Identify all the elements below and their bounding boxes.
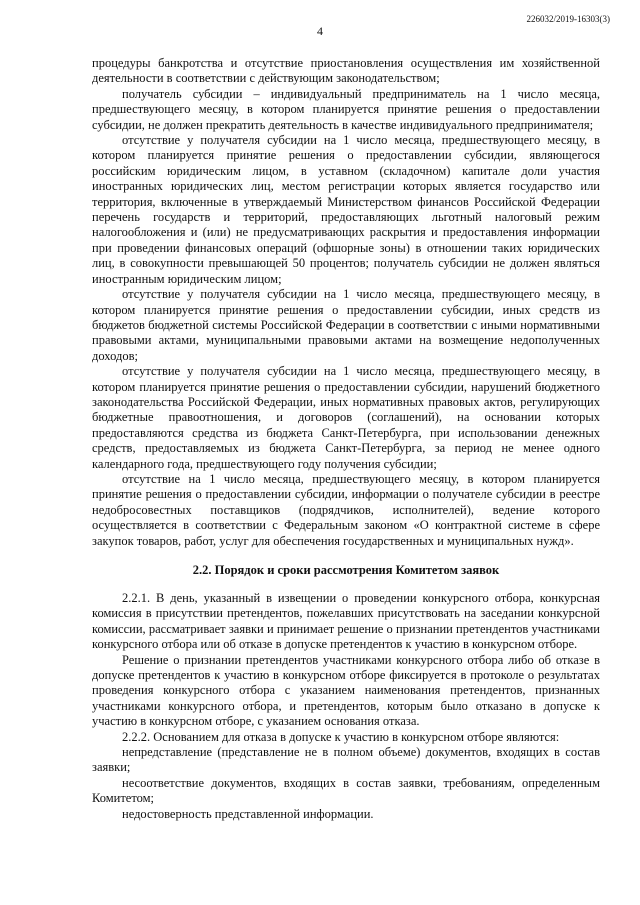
paragraph: 2.2.1. В день, указанный в извещении о проведении конкурсного отбора, конкурсная комиссия в присутствии претендентов, пожелавших присутствовать на заседании конкурсной комиссии, рассматривает заявки и принимает решение о признании претендентов участниками конкурсного отбора или об отказе в допуске претендентов к участию в конкурсном отборе. bbox=[92, 591, 600, 652]
paragraph: отсутствие у получателя субсидии на 1 число месяца, предшествующего месяцу, в котором планируется принятие решения о предоставлении субсидии, нарушений бюджетного законодательства Российской Федерации, иных нормативных правовых актов, регулирующих бюджетные правоотношения, и договоров (соглашений), на основании которых предоставляются средства из бюджета Санкт-Петербурга, при использовании денежных средств, предоставляемых из бюджета Санкт-Петербурга, за период не менее одного календарного года, предшествующего году получения субсидии; bbox=[92, 364, 600, 471]
paragraph: 2.2.2. Основанием для отказа в допуске к участию в конкурсном отборе являются: bbox=[122, 729, 560, 744]
paragraph: отсутствие у получателя субсидии на 1 число месяца, предшествующего месяцу, в котором планируется принятие решения о предоставлении субсидии, являющегося российским юридическим лицом, в уставном (складочном) капитале доли участия иностранных юридических лиц, местом регистрации которых является государство или территория, включенные в утверждаемый Министерством финансов Российской Федерации перечень государств и территорий, предоставляющих льготный налоговый режим налогообложения и (или) не предусматривающих раскрытия и предоставления информации при проведении финансовых операций (офшорные зоны) в отношении таких юридических лиц, в совокупности превышающей 50 процентов; получатель субсидии не должен являться иностранным юридическим лицом; bbox=[92, 133, 600, 286]
paragraph: Решение о признании претендентов участниками конкурсного отбора либо об отказе в допуске претендентов к участию в конкурсном отборе фиксируется в протоколе о результатах проведения конкурсного отбора с указанием наименования претендентов, признанных участниками конкурсного отбора, и претендентов, которым было отказано в допуске к участию в конкурсном отборе, с указанием основания отказа. bbox=[92, 652, 600, 729]
paragraph: процедуры банкротства и отсутствие приостановления осуществления им хозяйственной деятельности в соответствии с действующим законодательством; bbox=[92, 56, 600, 86]
paragraph: отсутствие у получателя субсидии на 1 число месяца, предшествующего месяцу, в котором планируется принятие решения о предоставлении субсидии, иных средств из бюджетов бюджетной системы Российской Федерации в соответствии с иными нормативными правовыми актами, муниципальными правовыми актами на возмещение недополученных доходов; bbox=[92, 287, 600, 363]
paragraph: получатель субсидии – индивидуальный предприниматель на 1 число месяца, предшествующего месяцу, в котором планируется принятие решения о предоставлении субсидии, не должен прекратить деятельность в качестве индивидуального предпринимателя; bbox=[92, 86, 600, 132]
page-number: 4 bbox=[317, 24, 323, 38]
paragraph: недостоверность представленной информации. bbox=[122, 806, 374, 821]
document-id: 226032/2019-16303(3) bbox=[526, 14, 610, 24]
document-body bbox=[92, 56, 600, 822]
section-title: 2.2. Порядок и сроки рассмотрения Комитетом заявок bbox=[192, 563, 500, 577]
paragraph: отсутствие на 1 число месяца, предшествующего месяцу, в котором планируется принятие решения о предоставлении субсидии, информации о получателе субсидии в реестре недобросовестных поставщиков (подрядчиков, исполнителей), ведение которого осуществляется в соответствии с Федеральным законом «О контрактной системе в сфере закупок товаров, работ, услуг для обеспечения государственных и муниципальных нужд». bbox=[92, 471, 600, 548]
paragraph: непредставление (представление не в полном объеме) документов, входящих в состав заявки; bbox=[92, 745, 600, 775]
paragraph: несоответствие документов, входящих в состав заявки, требованиям, определенным Комитетом; bbox=[92, 775, 600, 806]
